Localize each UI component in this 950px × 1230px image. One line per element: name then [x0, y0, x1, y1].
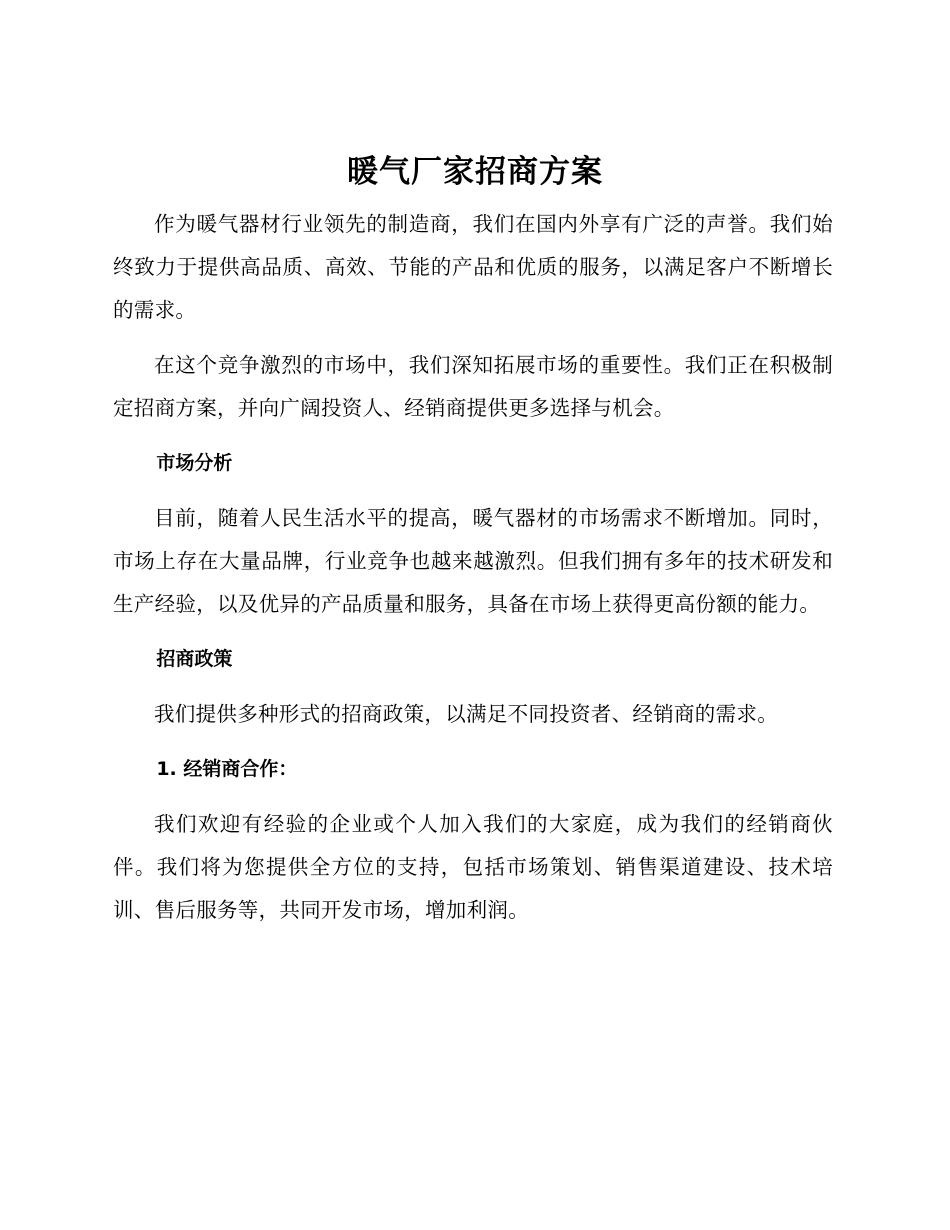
paragraph-intro: 作为暖气器材行业领先的制造商，我们在国内外享有广泛的声誉。我们始终致力于提供高品质、高效、节能的产品和优质的服务，以满足客户不断增长的需求。: [113, 212, 833, 322]
heading-dealer-cooperation: 1. 经销商合作：: [156, 758, 298, 780]
paragraph-market-expansion: 在这个竞争激烈的市场中，我们深知拓展市场的重要性。我们正在积极制定招商方案，并向广阔投资人、经销商提供更多选择与机会。: [113, 353, 833, 420]
document-body: [113, 203, 833, 944]
paragraph-investment-policy: 我们提供多种形式的招商政策，以满足不同投资者、经销商的需求。: [154, 702, 778, 726]
heading-market-analysis: 市场分析: [156, 452, 233, 474]
heading-investment-policy: 招商政策: [156, 648, 233, 670]
paragraph-market-analysis: 目前，随着人民生活水平的提高，暖气器材的市场需求不断增加。同时，市场上存在大量品牌，行业竞争也越来越激烈。但我们拥有多年的技术研发和生产经验，以及优异的产品质量和服务，具备在市场上获得更高份额的能力。: [113, 506, 833, 616]
paragraph-dealer-cooperation: 我们欢迎有经验的企业或个人加入我们的大家庭，成为我们的经销商伙伴。我们将为您提供全方位的支持，包括市场策划、销售渠道建设、技术培训、售后服务等，共同开发市场，增加利润。: [113, 812, 833, 922]
document-title: 暖气厂家招商方案: [347, 154, 603, 190]
